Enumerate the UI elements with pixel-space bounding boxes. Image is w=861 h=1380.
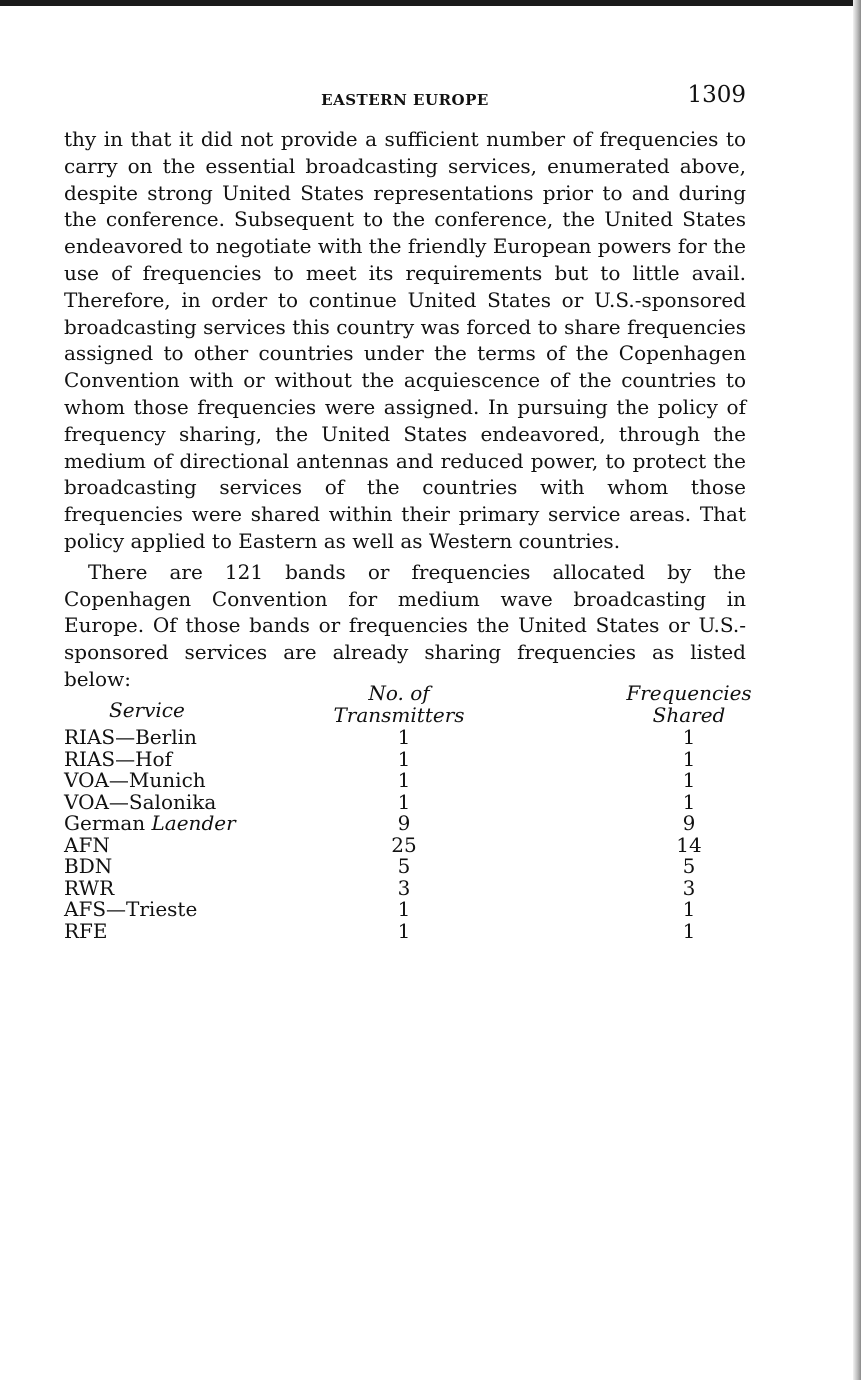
row-service: German Laender [64,811,236,835]
row-frequencies: 1 [682,789,696,814]
row-transmitters: 9 [397,811,411,835]
header-frequencies [609,682,769,726]
row-frequencies: 1 [682,725,696,749]
row-service: RWR [64,875,115,900]
table-row [64,746,746,771]
row-frequencies: 1 [682,768,696,792]
header-frequencies-line1: Frequencies [626,681,752,705]
row-transmitters: 1 [397,789,411,814]
row-transmitters: 1 [397,725,411,749]
row-service: BDN [64,854,113,878]
row-service: VOA—Salonika [64,789,217,814]
row-service: RIAS—Hof [64,746,172,771]
header-frequencies-line2: Shared [652,703,726,727]
row-transmitters: 1 [397,768,411,792]
table-row [64,899,746,921]
row-service-italic: Laender [151,811,236,835]
page-edge-shadow [853,0,861,1380]
row-service: AFS—Trieste [64,897,198,921]
table-row [64,918,746,943]
frequency-sharing-table [64,681,752,943]
running-header [64,82,746,112]
table-row [64,813,746,835]
row-transmitters: 3 [397,875,411,900]
row-service: AFN [64,832,110,857]
row-service: VOA—Munich [64,768,206,792]
row-frequencies: 1 [682,918,696,943]
row-transmitters: 25 [391,832,417,857]
table-row [64,856,746,878]
row-frequencies: 3 [682,875,696,900]
table-header [64,681,752,727]
running-title: EASTERN EUROPE [321,91,489,109]
row-frequencies: 1 [682,897,696,921]
header-service: Service [109,698,185,722]
row-frequencies: 14 [676,832,702,857]
paragraph-frequencies: There are 121 bands or frequencies allocated by the Copenhagen Convention for medium wave broadcasting in Europe. Of those bands or frequencies the United States or U.S.-sponsored services are already sharing frequencies as listed below: [64,559,746,691]
row-transmitters: 1 [397,897,411,921]
row-service: RFE [64,918,108,943]
row-frequencies: 9 [682,811,696,835]
row-frequencies: 1 [682,746,696,771]
page-number: 1309 [687,82,746,108]
header-transmitters-line1: No. of [368,681,430,705]
row-transmitters: 5 [397,854,411,878]
table-row [64,770,746,792]
header-transmitters-line2: Transmitters [333,703,465,727]
row-service: RIAS—Berlin [64,725,197,749]
table-row [64,832,746,857]
body-text [64,126,746,697]
table-row [64,789,746,814]
top-border-rule [0,0,861,6]
table-row [64,727,746,749]
header-transmitters [324,682,474,726]
row-transmitters: 1 [397,918,411,943]
table-row [64,875,746,900]
paragraph-continued: thy in that it did not provide a sufficient number of frequencies to carry on the essential broadcasting services, enumerated above, despite strong United States representations prior to and during the conference. Subsequent to the conference, the United States endeavored to negotiate with the friendly European powers for the use of frequencies to meet its requirements but to little avail. Therefore, in order to continue United States or U.S.-sponsored broadcasting services this country was forced to share frequencies assigned to other countries under the terms of the Copenhagen Convention with or without the acquiescence of the countries to whom those frequencies were assigned. In pursuing the policy of frequency sharing, the United States endeavored, through the medium of directional antennas and reduced power, to protect the broadcasting services of the countries with whom those frequencies were shared within their primary service areas. That policy applied to Eastern as well as Western countries. [64,127,746,553]
row-transmitters: 1 [397,746,411,771]
row-frequencies: 5 [682,854,696,878]
